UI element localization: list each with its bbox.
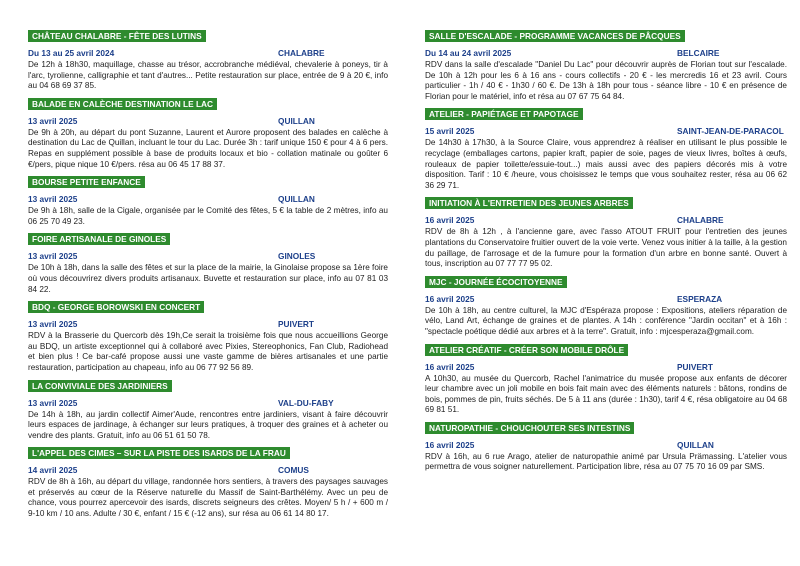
event-date: 13 avril 2025 <box>28 115 78 126</box>
event-description: RDV à 16h, au 6 rue Arago, atelier de naturopathie animé par Ursula Prämassing. L'atelier vous permettra de vous soigner naturellement. Participation libre, résa au 07 75 70 16 09 par SMS. <box>425 451 787 472</box>
event-block <box>425 418 787 473</box>
event-meta <box>425 361 787 373</box>
event-date: Du 14 au 24 avril 2025 <box>425 48 512 58</box>
event-title: ATELIER - PAPIÉTAGE ET PAPOTAGE <box>425 108 583 120</box>
event-place: QUILLAN <box>677 439 714 450</box>
event-date: Du 13 au 25 avril 2024 <box>28 48 115 58</box>
event-place: SAINT-JEAN-DE-PARACOL <box>677 126 784 137</box>
event-place: QUILLAN <box>278 194 315 205</box>
event-date: 15 avril 2025 <box>425 126 475 137</box>
left-column <box>28 26 388 522</box>
event-meta <box>28 250 388 262</box>
event-description: RDV à la Brasserie du Quercorb dès 19h,Ce serait la troisième fois que nous accueillions George au BDQ, un artiste exceptionnel qui à collaboré avec Pixies, Stereophonics, Fan Club, Radiohead et bien plus ! Ce bar-café propose aussi une vaste gamme de bières artisanales et une partie restauration, participation au chapeau, info au 06 77 92 56 89. <box>28 331 388 372</box>
event-block <box>425 104 787 191</box>
event-place: ESPERAZA <box>677 293 723 304</box>
event-title: SALLE D'ESCALADE - PROGRAMME VACANCES DE PÂCQUES <box>425 30 685 42</box>
event-date: 13 avril 2025 <box>28 194 78 205</box>
event-block <box>425 193 787 269</box>
event-description: De 14h à 18h, au jardin collectif Aimer'Aude, rencontres entre jardiniers, visant à faire découvrir leurs espaces de jardinage, à échanger sur leurs pratiques, à troquer des graines et à acheter ou vendre des plants. Gratuit, info au 06 51 61 50 78. <box>28 409 388 440</box>
event-meta <box>28 397 388 409</box>
event-block <box>28 443 388 519</box>
event-description: RDV de 8h à 16h, au départ du village, randonnée hors sentiers, à travers des paysages sauvages et préservés au cœur de la Réserve naturelle du Massif de Saint-Barthélémy. Avec un peu de chance, vous pourrez apercevoir des isards, discrets seigneurs des crêtes. Moyen/ 5 h / + 600 m / 9-10 km / 10 ans. Adulte / 30 €, enfant / 15 € (-12 ans), sur résa au 06 61 14 80 17. <box>28 477 388 519</box>
event-meta <box>425 214 787 226</box>
event-date: 13 avril 2025 <box>28 397 78 408</box>
event-title: LA CONVIVIALE DES JARDINIERS <box>28 380 172 392</box>
event-description: De 10h à 18h, dans la salle des fêtes et sur la place de la mairie, la Ginolaise propose sa 1ère foire où vous découvrirez divers produits artisanaux. Buvette et restauration sur place, info au 07 81 03 84 22. <box>28 263 388 294</box>
event-description: De 9h à 18h, salle de la Cigale, organisée par le Comité des fêtes, 5 € la table de 2 mètres, info au 06 25 70 49 23. <box>28 206 388 226</box>
event-description: RDV de 8h à 12h , à l'ancienne gare, avec l'asso ATOUT FRUIT pour l'entretien des jeunes plantations du Conservatoire fruitier ouvert de la voie verte. Venez vous initier à la taille, à la gestion du paillage, de l'arrosage et de la fumure pour la formation d'un arbre en bonne santé. Ouvert à tous, inscription au 07 77 77 95 02. <box>425 227 787 269</box>
event-place: PUIVERT <box>278 319 314 330</box>
event-block <box>28 376 388 442</box>
event-place: COMUS <box>278 465 309 476</box>
event-description: De 9h à 20h, au départ du pont Suzanne, Laurent et Aurore proposent des balades en calèche à destination du Lac de Quillan, incluant le tour du Lac. Durée 3h : tarif unique 150 € pour 4 à 6 pers. Repas en supplément possible à base de produits locaux et bio - collation matinale ou goûter 6 €/pers, pique nique 10 €/pers. résa au 06 45 17 88 37. <box>28 127 388 169</box>
event-title: BDQ - GEORGE BOROWSKI EN CONCERT <box>28 301 204 313</box>
event-title: L'APPEL DES CIMES – SUR LA PISTE DES ISARDS DE LA FRAU <box>28 447 290 459</box>
event-date: 16 avril 2025 <box>425 439 475 450</box>
event-title: MJC - JOURNÉE ÉCOCITOYENNE <box>425 276 567 288</box>
event-block <box>425 272 787 338</box>
event-title: BOURSE PETITE ENFANCE <box>28 176 145 188</box>
event-title: FOIRE ARTISANALE DE GINOLES <box>28 233 170 245</box>
event-block <box>28 229 388 295</box>
event-block <box>425 26 787 102</box>
event-date: 13 avril 2025 <box>28 251 78 262</box>
event-block <box>28 94 388 170</box>
event-date: 14 avril 2025 <box>28 465 78 476</box>
event-block <box>28 297 388 373</box>
event-meta <box>28 115 388 127</box>
event-title: CHÂTEAU CHALABRE - FÊTE DES LUTINS <box>28 30 206 42</box>
event-meta <box>425 125 787 137</box>
event-meta <box>425 47 787 59</box>
event-description: De 12h à 18h30, maquillage, chasse au trésor, accrobranche médiéval, chevalerie à poneys, tir à l'arc, tyrolienne, calligraphie et tant d'autres... Petite restauration sur place, entrée de 9 à 20 €, info au 04 68 69 37 85. <box>28 60 388 91</box>
event-title: BALADE EN CALÈCHE DESTINATION LE LAC <box>28 98 217 110</box>
event-title: INITIATION À L'ENTRETIEN DES JEUNES ARBRES <box>425 197 633 209</box>
event-place: CHALABRE <box>278 48 325 58</box>
event-description: A 10h30, au musée du Quercorb, Rachel l'animatrice du musée propose aux enfants de décorer leur chambre avec un joli mobile en bois fait main avec des éléments naturels : bâtons, rondins de bois, pommes de pin, fruits séchés. De 5 à 11 ans (durée : 1h30), tarif 4 €, résa obligatoire au 04 68 69 81 51. <box>425 373 787 415</box>
event-date: 16 avril 2025 <box>425 215 475 226</box>
event-description: De 10h à 18h, au centre culturel, la MJC d'Espéraza propose : Expositions, ateliers réparation de vélo, Land Art, échange de graines et de plantes. A 14h : conférence "Jardin occitan" et à 16h : "spectacle poétique dédié aux arbres et à la terre". Gratuit, info : mjcesperaza@gmail.com. <box>425 305 787 336</box>
event-meta <box>28 193 388 205</box>
event-block <box>28 26 388 92</box>
event-description: De 14h30 à 17h30, à la Source Claire, vous apprendrez à réaliser en utilisant le plus possible le recyclage (emballages cartons, papier kraft, papier de soie, pages de vieux livres, boîtes à œufs, rouleaux de papier toilette/essuie-tout...) mais aussi avec des papiers décorés mis à votre disposition. Tarif : 10 € /heure, vous choisissez le temps que vous souhaitez rester, résa au 06 62 36 29 71. <box>425 138 787 190</box>
right-column <box>425 26 787 475</box>
event-place: BELCAIRE <box>677 48 720 58</box>
event-place: QUILLAN <box>278 115 315 126</box>
event-date: 16 avril 2025 <box>425 293 475 304</box>
event-meta <box>425 439 787 451</box>
event-meta <box>425 293 787 305</box>
event-meta <box>28 318 388 330</box>
event-title: NATUROPATHIE - CHOUCHOUTER SES INTESTINS <box>425 422 634 434</box>
event-place: CHALABRE <box>677 215 724 226</box>
event-meta <box>28 464 388 476</box>
event-block <box>28 172 388 227</box>
event-place: PUIVERT <box>677 361 713 372</box>
event-date: 13 avril 2025 <box>28 319 78 330</box>
event-place: VAL-DU-FABY <box>278 397 334 408</box>
event-date: 16 avril 2025 <box>425 361 475 372</box>
event-place: GINOLES <box>278 251 316 262</box>
event-meta <box>28 47 388 59</box>
event-description: RDV dans la salle d'escalade "Daniel Du Lac" pour découvrir auprès de Florian tout sur l'escalade. De 10h à 12h pour les 6 à 16 ans - cours collectifs - 20 € - les mercredis 16 et 23 avril. Cours particulier - 1h / 40 € - 1h30 / 60 €. De 13h à 18h pour tous - séance libre - 10 € en présence de Florian pour le matériel, info et résa au 07 67 75 64 84. <box>425 60 787 101</box>
event-block <box>425 340 787 416</box>
event-title: ATELIER CRÉATIF - CRÉER SON MOBILE DRÔLE <box>425 344 628 356</box>
